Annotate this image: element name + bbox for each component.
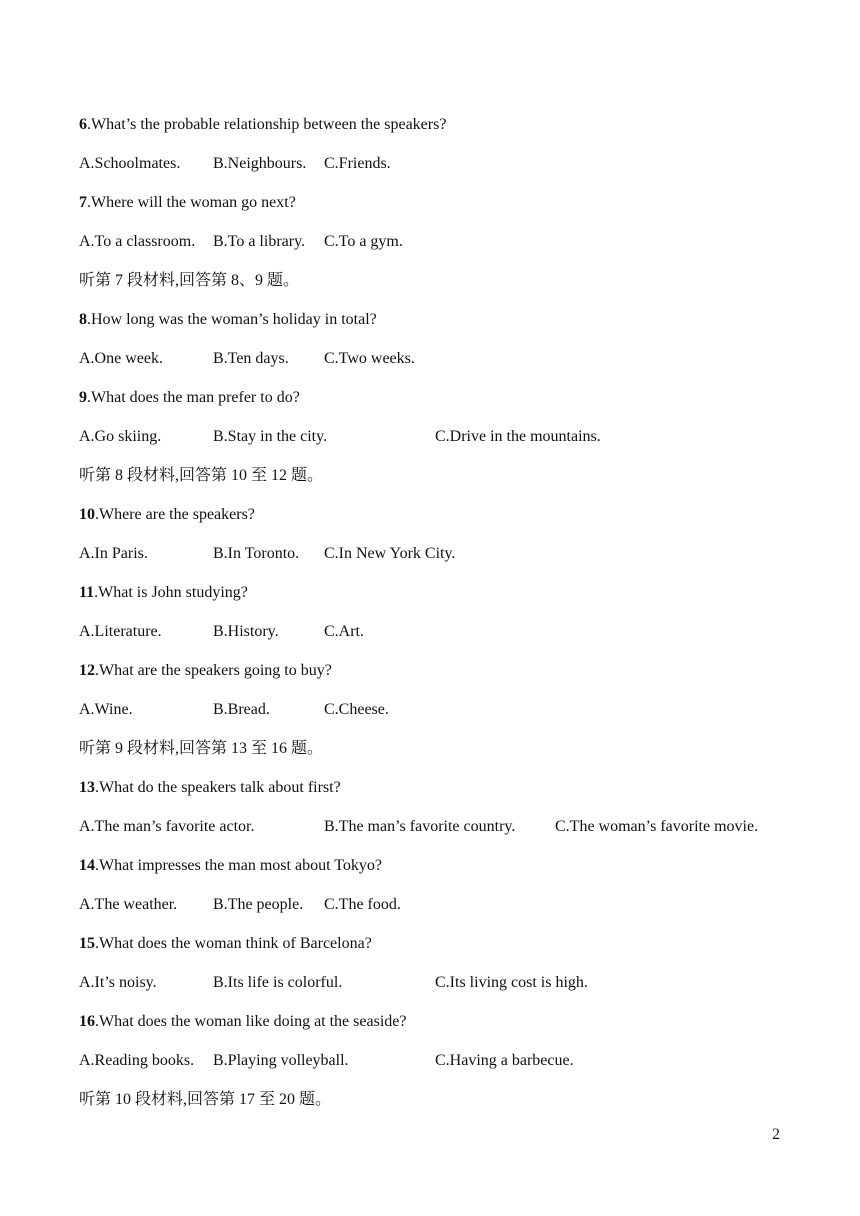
option-b: B.Bread. — [213, 701, 270, 718]
option-c: C.The woman’s favorite movie. — [555, 818, 759, 835]
section-instruction: 听第 10 段材料,回答第 17 至 20 题。 — [79, 1091, 332, 1108]
question-number: 7 — [79, 194, 87, 211]
question-text: .What does the man prefer to do? — [87, 389, 300, 406]
question-text: .Where will the woman go next? — [87, 194, 296, 211]
question-text: .What’s the probable relationship between the speakers? — [87, 116, 447, 133]
option-c: C.Two weeks. — [324, 350, 415, 367]
option-c: C.Friends. — [324, 155, 391, 172]
option-a: A.It’s noisy. — [79, 974, 157, 991]
option-c: C.Cheese. — [324, 701, 389, 718]
question-number: 16 — [79, 1013, 95, 1030]
question-8 — [79, 309, 377, 331]
option-a: A.The man’s favorite actor. — [79, 818, 255, 835]
option-b: B.Neighbours. — [213, 155, 307, 172]
option-a: A.Wine. — [79, 701, 133, 718]
option-a: A.Go skiing. — [79, 428, 162, 445]
question-14 — [79, 855, 382, 877]
question-text: .What does the woman think of Barcelona? — [95, 935, 372, 952]
option-a: A.One week. — [79, 350, 163, 367]
option-c: C.The food. — [324, 896, 401, 913]
option-b: B.Ten days. — [213, 350, 289, 367]
option-c: C.Art. — [324, 623, 364, 640]
question-text: .What does the woman like doing at the seaside? — [95, 1013, 407, 1030]
question-number: 8 — [79, 311, 87, 328]
section-instruction: 听第 7 段材料,回答第 8、9 题。 — [79, 272, 300, 289]
question-12 — [79, 660, 332, 682]
option-c: C.Having a barbecue. — [435, 1052, 574, 1069]
question-text: .What impresses the man most about Tokyo? — [95, 857, 382, 874]
option-a: A.Reading books. — [79, 1052, 195, 1069]
question-9 — [79, 387, 300, 409]
option-a: A.The weather. — [79, 896, 178, 913]
question-text: .How long was the woman’s holiday in total? — [87, 311, 377, 328]
option-b: B.In Toronto. — [213, 545, 300, 562]
option-b: B.Its life is colorful. — [213, 974, 343, 991]
option-b: B.Playing volleyball. — [213, 1052, 349, 1069]
option-b: B.History. — [213, 623, 279, 640]
option-c: C.In New York City. — [324, 545, 456, 562]
section-instruction: 听第 8 段材料,回答第 10 至 12 题。 — [79, 467, 324, 484]
option-a: A.Literature. — [79, 623, 162, 640]
question-13 — [79, 777, 341, 799]
question-number: 9 — [79, 389, 87, 406]
question-number: 10 — [79, 506, 95, 523]
question-7 — [79, 192, 296, 214]
option-c: C.Drive in the mountains. — [435, 428, 601, 445]
question-text: .Where are the speakers? — [95, 506, 255, 523]
question-number: 15 — [79, 935, 95, 952]
option-a: A.Schoolmates. — [79, 155, 181, 172]
question-number: 6 — [79, 116, 87, 133]
question-number: 11 — [79, 584, 95, 601]
option-a: A.In Paris. — [79, 545, 148, 562]
question-6 — [79, 114, 446, 136]
option-b: B.The people. — [213, 896, 304, 913]
question-number: 12 — [79, 662, 95, 679]
section-instruction: 听第 9 段材料,回答第 13 至 16 题。 — [79, 740, 324, 757]
question-text: .What is John studying? — [94, 584, 248, 601]
option-b: B.To a library. — [213, 233, 306, 250]
question-number: 14 — [79, 857, 95, 874]
question-10 — [79, 504, 255, 526]
option-b: B.Stay in the city. — [213, 428, 328, 445]
option-c: C.To a gym. — [324, 233, 403, 250]
question-text: .What are the speakers going to buy? — [95, 662, 332, 679]
question-16 — [79, 1011, 406, 1033]
option-b: B.The man’s favorite country. — [324, 818, 516, 835]
question-11 — [79, 582, 248, 604]
page-number: 2 — [772, 1126, 780, 1143]
question-text: .What do the speakers talk about first? — [95, 779, 341, 796]
option-a: A.To a classroom. — [79, 233, 196, 250]
option-c: C.Its living cost is high. — [435, 974, 588, 991]
question-15 — [79, 933, 372, 955]
question-number: 13 — [79, 779, 95, 796]
